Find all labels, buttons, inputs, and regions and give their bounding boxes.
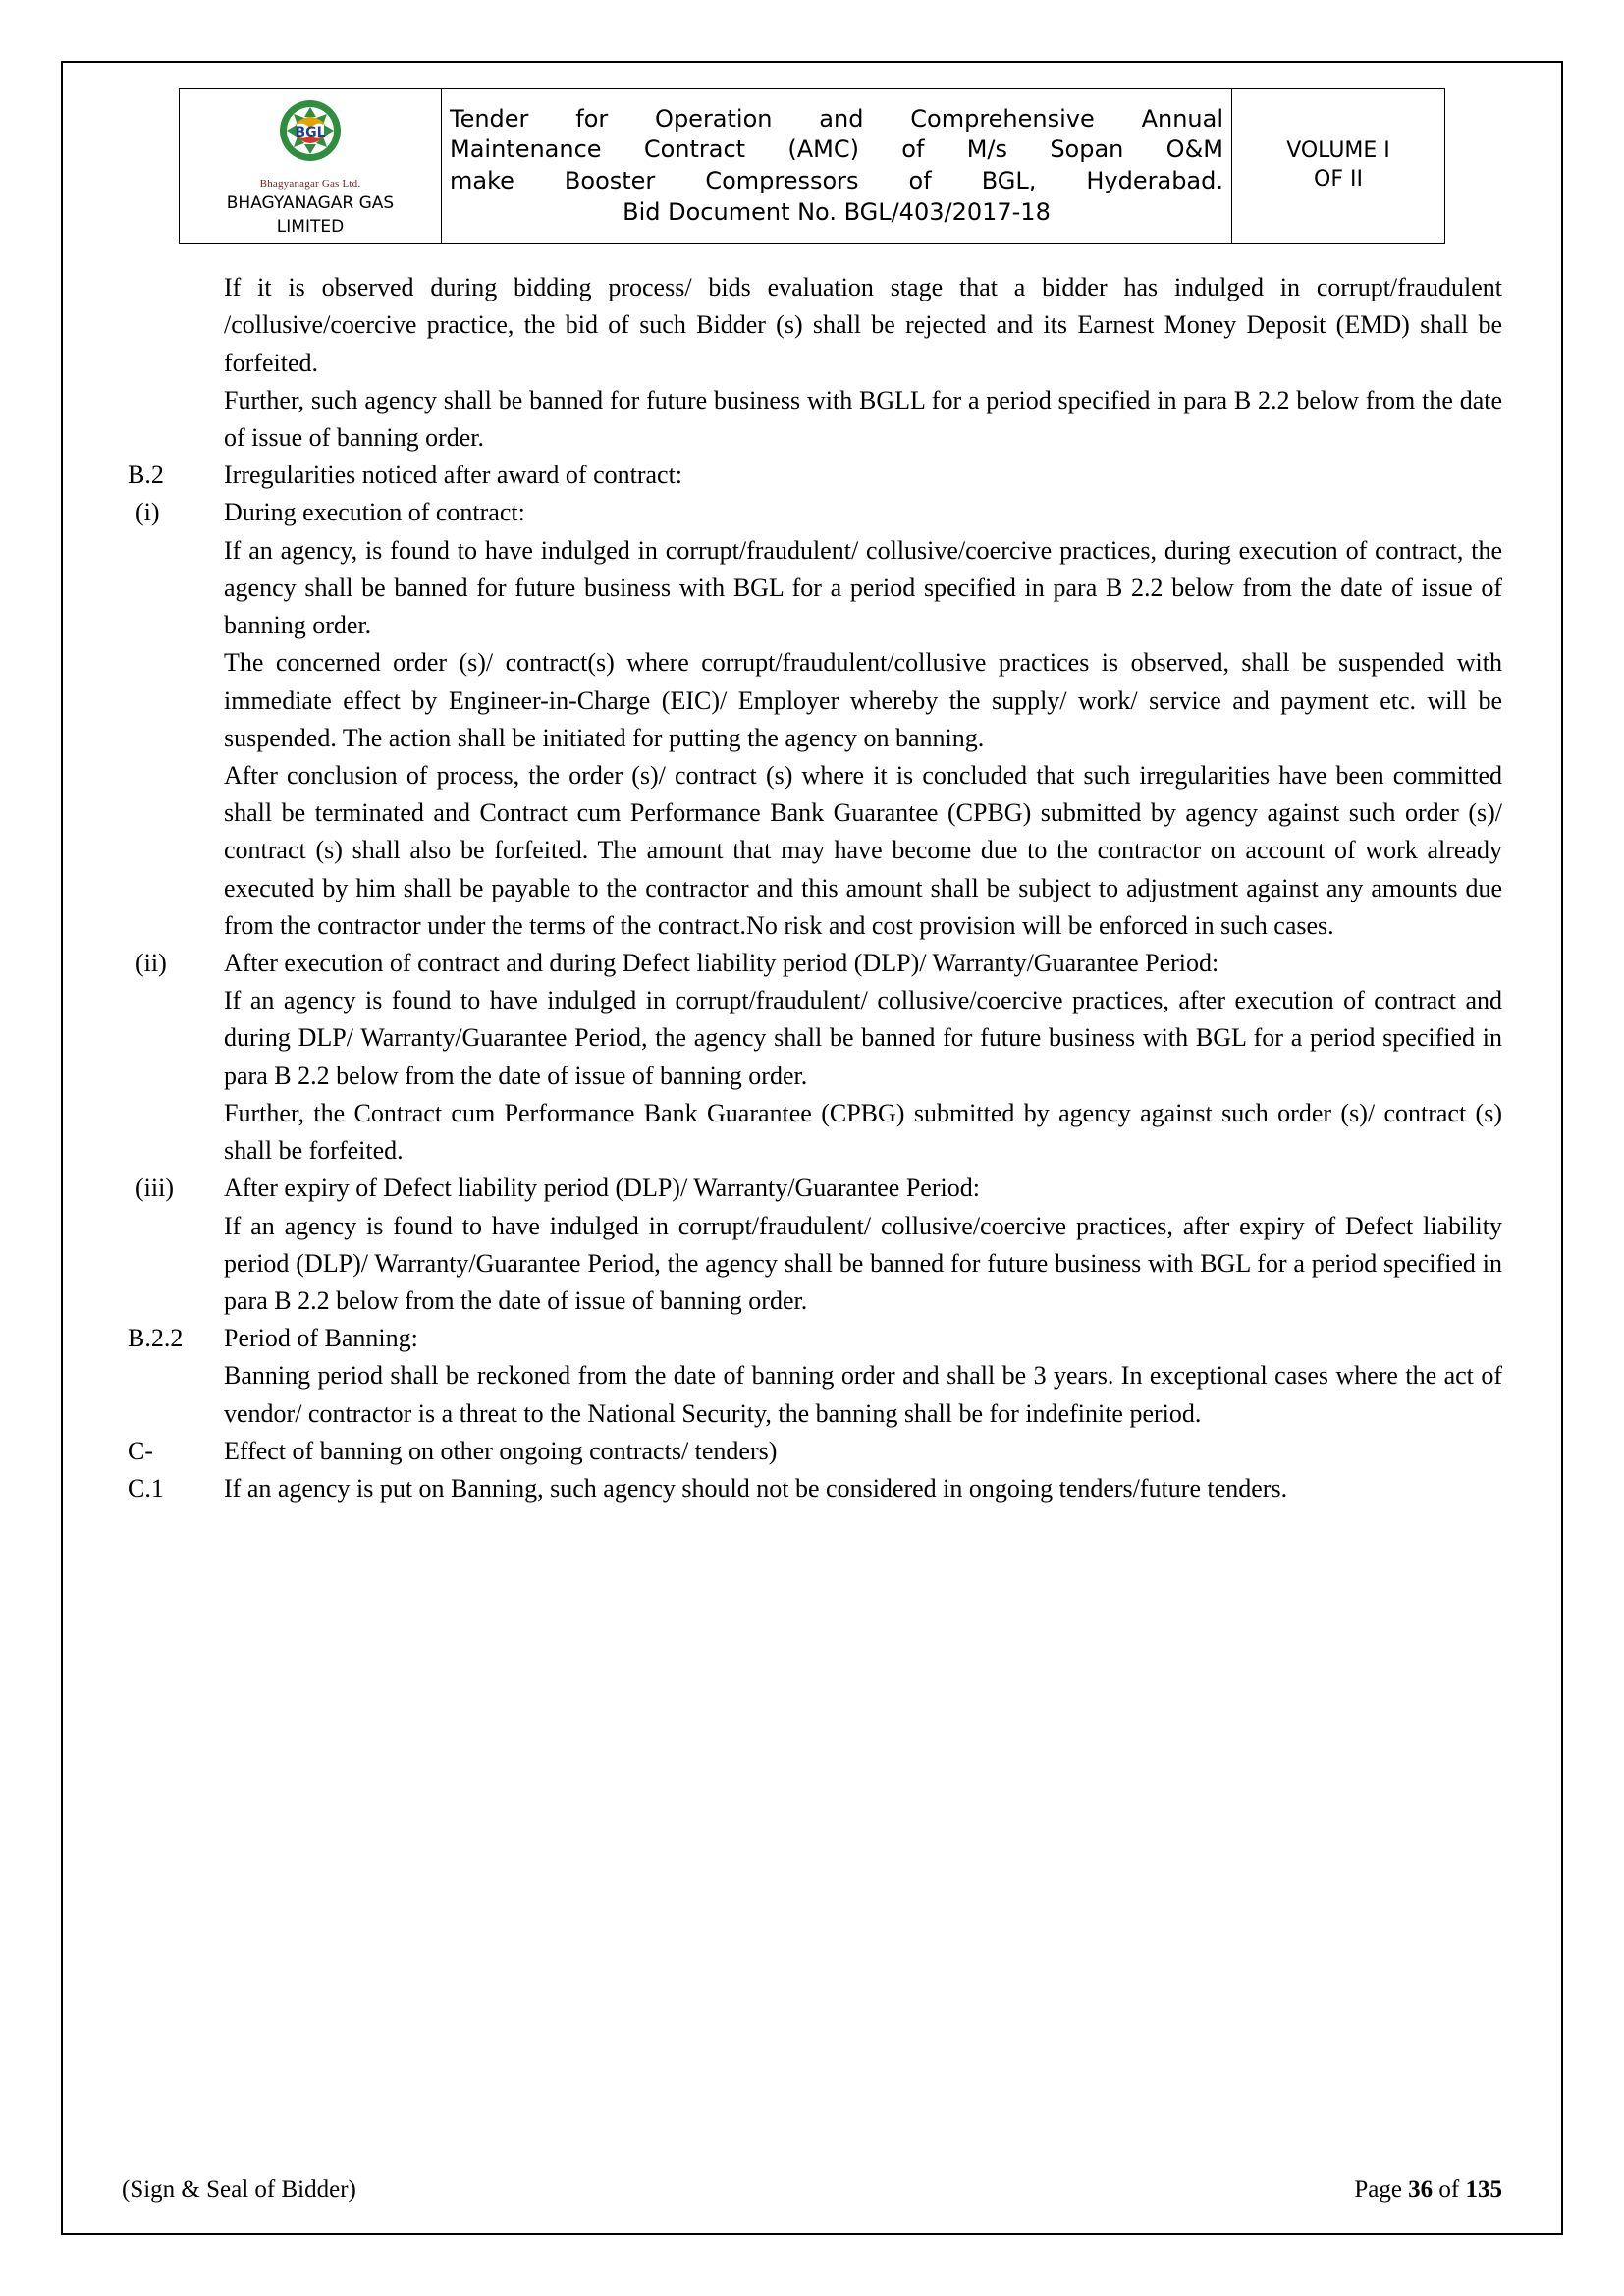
clause-ii-body	[224, 945, 1502, 1170]
clause-iii-paragraph-1: If an agency is found to have indulged in corrupt/fraudulent/ collusive/coercive practices, after expiry of Defect liability period (DLP)/ Warranty/Guarantee Period, the agency shall be banned for future business with BGL for a period specified in para B 2.2 below from the date of issue of banning order.	[224, 1211, 1502, 1315]
clause-ii	[122, 945, 1502, 1170]
page-border	[61, 61, 1563, 2235]
intro-paragraph-2: Further, such agency shall be banned for future business with BGLL for a period specified in para B 2.2 below from the date of issue of banning order.	[224, 385, 1502, 452]
svg-text:BGL: BGL	[295, 125, 326, 140]
bid-document-number: Bid Document No. BGL/403/2017-18	[623, 197, 1051, 226]
header-volume-cell	[1232, 89, 1445, 244]
clause-ii-marker: (ii)	[135, 949, 167, 978]
footer-sign-seal: (Sign & Seal of Bidder)	[122, 2176, 356, 2203]
clause-b22-marker: B.2.2	[128, 1324, 184, 1353]
footer-page-current: 36	[1408, 2176, 1434, 2203]
clause-c-text: Effect of banning on other ongoing contracts/ tenders)	[224, 1436, 778, 1465]
footer-page-total: 135	[1465, 2176, 1502, 2203]
clause-iii-marker: (iii)	[135, 1174, 174, 1203]
clause-b22-paragraph-1: Banning period shall be reckoned from the date of banning order and shall be 3 years. In exceptional cases where the act of vendor/ contractor is a threat to the National Security, the banning shall be for indefinite period.	[224, 1361, 1502, 1428]
clause-i	[122, 494, 1502, 945]
document-body	[122, 269, 1502, 1507]
clause-ii-heading: After execution of contract and during Defect liability period (DLP)/ Warranty/Guarantee Period:	[224, 949, 1219, 978]
clause-ii-paragraph-2: Further, the Contract cum Performance Bank Guarantee (CPBG) submitted by agency against such order (s)/ contract (s) shall be forfeited.	[224, 1098, 1502, 1166]
footer-page-mid: of	[1433, 2176, 1466, 2203]
clause-b2-marker: B.2	[128, 461, 164, 490]
clause-iii	[122, 1170, 1502, 1320]
clause-b22-heading: Period of Banning:	[224, 1324, 418, 1353]
clause-i-paragraph-1: If an agency, is found to have indulged in corrupt/fraudulent/ collusive/coercive practices, during execution of contract, the agency shall be banned for future business with BGL for a period specified in para B 2.2 below from the date of issue of banning order.	[224, 535, 1502, 640]
clause-c1-marker: C.1	[128, 1474, 164, 1503]
clause-b22	[122, 1320, 1502, 1433]
logo-wrap	[188, 95, 433, 237]
volume-line1: VOLUME I	[1286, 138, 1390, 164]
clause-c1-text: If an agency is put on Banning, such agency should not be considered in ongoing tenders/future tenders.	[224, 1474, 1288, 1503]
clause-iii-heading: After expiry of Defect liability period (DLP)/ Warranty/Guarantee Period:	[224, 1174, 980, 1203]
company-name-line2: LIMITED	[276, 217, 345, 238]
clause-i-heading: During execution of contract:	[224, 498, 525, 527]
company-name-line1: BHAGYANAGAR GAS	[226, 193, 395, 213]
volume-line2: OF II	[1314, 167, 1363, 192]
clause-c-marker: C-	[128, 1436, 153, 1465]
page-footer	[122, 2176, 1502, 2204]
clause-i-body	[224, 494, 1502, 945]
clause-b2-text: Irregularities noticed after award of contract:	[224, 461, 683, 490]
tender-title-line3: make Booster Compressors of BGL, Hyderabad.	[450, 167, 1223, 195]
header-logo-cell	[180, 89, 442, 244]
footer-page-prefix: Page	[1354, 2176, 1409, 2203]
clause-b22-body	[224, 1320, 1502, 1433]
intro-paragraph-1: If it is observed during bidding process/ bids evaluation stage that a bidder has indulged in corrupt/fraudulent /collusive/coercive practice, the bid of such Bidder (s) shall be rejected and its Earnest Money Deposit (EMD) shall be forfeited.	[224, 273, 1502, 377]
clause-b2	[122, 457, 1502, 494]
logo-subtext: Bhagyanagar Gas Ltd.	[259, 178, 361, 190]
clause-c	[122, 1433, 1502, 1470]
document-header-table	[179, 88, 1445, 244]
clause-i-marker: (i)	[135, 498, 160, 527]
footer-page-number	[1354, 2176, 1502, 2204]
clause-c1	[122, 1470, 1502, 1507]
bhagyanagar-gas-logo-icon	[265, 95, 355, 172]
header-title-cell	[442, 89, 1232, 244]
tender-title-line2: Maintenance Contract (AMC) of M/s Sopan O&M	[450, 136, 1223, 164]
clause-iii-body	[224, 1170, 1502, 1320]
clause-i-paragraph-2: The concerned order (s)/ contract(s) where corrupt/fraudulent/collusive practices is observed, shall be suspended with immediate effect by Engineer-in-Charge (EIC)/ Employer whereby the supply/ work/ service and payment etc. will be suspended. The action shall be initiated for putting the agency on banning.	[224, 648, 1502, 752]
tender-title-line1: Tender for Operation and Comprehensive Annual	[450, 104, 1223, 133]
clause-i-paragraph-3: After conclusion of process, the order (s)/ contract (s) where it is concluded that such irregularities have been committed shall be terminated and Contract cum Performance Bank Guarantee (CPBG) submitted by agency against such order (s)/ contract (s) shall also be forfeited. The amount that may have become due to the contractor on account of work already executed by him shall be payable to the contractor and this amount shall be subject to adjustment against any amounts due from the contractor under the terms of the contract.No risk and cost provision will be enforced in such cases.	[224, 760, 1502, 940]
clause-ii-paragraph-1: If an agency is found to have indulged in corrupt/fraudulent/ collusive/coercive practices, after execution of contract and during DLP/ Warranty/Guarantee Period, the agency shall be banned for future business with BGL for a period specified in para B 2.2 below from the date of issue of banning order.	[224, 986, 1502, 1090]
